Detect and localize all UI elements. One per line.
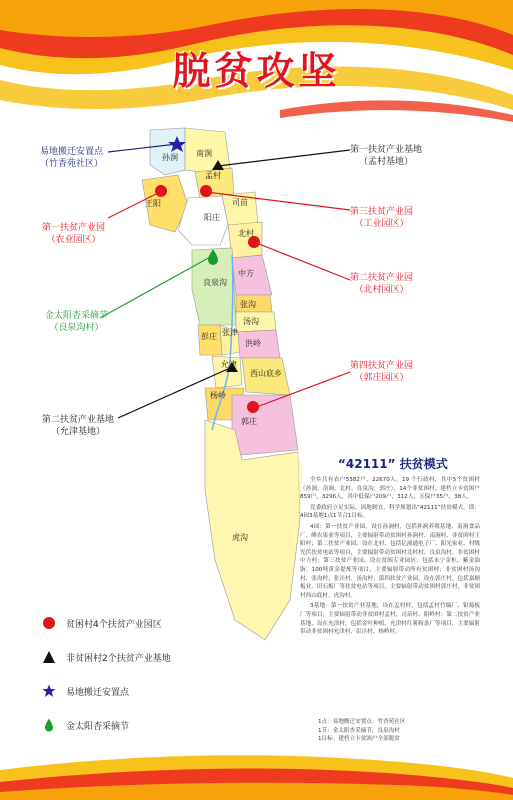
callout-park4 bbox=[350, 360, 413, 384]
village-label-beicun: 北村 bbox=[238, 229, 254, 238]
park4-circle-icon bbox=[247, 401, 259, 413]
callout-base2-name: 第二扶贫产业基地 bbox=[42, 415, 115, 425]
model-title: “42111” 扶贫模式 bbox=[338, 457, 448, 471]
callout-park3-sub: （工业园区） bbox=[354, 219, 409, 229]
village-label-pengzhuang: 彭庄 bbox=[201, 332, 217, 341]
model-paragraph-3: 4园：第一扶贫产业园，设在孙涧村，包括孙涧养殖基地、南涧食品厂、峰农果业等项目，主要辐射带动贫困村孙涧村、南涧村、非贫困村王阳村；第二扶贫产业园，设在北村，包括亿濠通电子厂、阳光家业、村级光伏扶贫电站等项目，主要辐射带动贫困村北村村、良泉沟村、非贫困村中方村；第三扶贫产业园，设在贫困专业园区，包括永宁金柜、紫金油脂、100吨黄金提炼等项目，主要辐射带动所有贫困村；非贫困村汤沟村、张沟村、张洼村、汤沟村；第四扶贫产业园，设在郭庄村，包括嘉顺板业、旧石板厂等扶贫电站等项目，主要辐射带动贫困村郭庄村，非贫困村西山底村、虎沟村。 bbox=[300, 523, 480, 599]
blue-star-icon bbox=[42, 684, 56, 698]
callout-jintaiyang-name: 金太阳杏采摘节 bbox=[45, 311, 109, 321]
legend-item-relocation bbox=[42, 682, 262, 716]
village-label-zhangjin: 张津 bbox=[222, 328, 238, 337]
model-paragraph-2: 党委政府立足实际，因地制宜，科学规划出“42111”扶贫模式，即：4园3基地1点1节合1目标。 bbox=[300, 504, 480, 520]
callout-park1-sub: （农业园区） bbox=[46, 235, 101, 245]
model-paragraph-4: 3基地：第一扶贫产业基地，设在孟村村，包括孟村竹编厂、钼葡板厂等项目，主要辐射带动非贫困村孟村、司苗村、阳岭村；第二扶贫产业基地，设在允津村，包括金叶种植、允津村红薯粉条厂等项目，主要辐射带动非贫困村允津村、彭洼村、杨岭村。 bbox=[300, 603, 480, 636]
model-footnote bbox=[318, 718, 498, 744]
black-triangle-icon bbox=[42, 650, 56, 664]
model-paragraph-1: 全乡共有农户5382户、22670人，19 个行政村，其中5个贫困村（孙涧、南涧、北村、良泉沟、郭庄），14个非贫困村。建档立卡贫困户859户，3296人，其中低保户209户，312人，五保户35户，38人。 bbox=[300, 477, 480, 501]
village-label-tanggou: 汤沟 bbox=[243, 317, 259, 326]
legend-label-festival: 金太阳杏采摘节 bbox=[66, 722, 130, 732]
bottom-decor-band bbox=[0, 750, 513, 800]
village-label-hugou: 虎沟 bbox=[232, 533, 248, 542]
callout-park2-sub: （北村园区） bbox=[354, 285, 409, 295]
village-label-zhongfang: 中方 bbox=[238, 269, 254, 278]
village-label-yangling: 杨岭 bbox=[210, 391, 226, 400]
legend-item-base bbox=[42, 648, 262, 682]
map-legend bbox=[42, 614, 262, 750]
callout-park4-sub: （郭庄园区） bbox=[354, 373, 409, 383]
callout-base1-name: 第一扶贫产业基地 bbox=[350, 145, 423, 155]
village-label-sunjian: 孙涧 bbox=[162, 153, 178, 162]
footnote-goal: 1目标：建档立卡贫困户全部脱贫 bbox=[318, 736, 400, 743]
callout-park2-name: 第二扶贫产业园 bbox=[350, 273, 414, 283]
callout-base2 bbox=[42, 414, 114, 438]
village-label-nanjian: 南涧 bbox=[196, 149, 212, 158]
callout-park4-name: 第四扶贫产业园 bbox=[350, 361, 414, 371]
village-label-simiao: 司苗 bbox=[232, 198, 248, 207]
footnote-point: 1点：易地搬迁安置点：竹香苑社区 bbox=[318, 719, 406, 725]
park1-circle-icon bbox=[155, 185, 167, 197]
callout-jintaiyang bbox=[45, 310, 108, 334]
village-label-hongling: 洪岭 bbox=[245, 339, 261, 348]
legend-label-relocation: 易地搬迁安置点 bbox=[66, 688, 130, 698]
callout-relocation-name: 易地搬迁安置点 bbox=[40, 147, 104, 157]
village-label-zhanggou: 张沟 bbox=[240, 300, 256, 309]
legend-label-park: 贫困村4个扶贫产业园区 bbox=[66, 620, 162, 630]
village-label-mengcun: 孟村 bbox=[205, 171, 221, 180]
village-label-yunjin: 允津 bbox=[221, 360, 237, 369]
green-drop-icon bbox=[42, 718, 56, 732]
model-description bbox=[300, 476, 480, 639]
callout-park1 bbox=[42, 222, 105, 246]
callout-jintaiyang-sub: （良泉沟村） bbox=[49, 323, 104, 333]
legend-item-festival bbox=[42, 716, 262, 750]
village-label-wangyang: 王阳 bbox=[145, 199, 161, 208]
callout-base2-sub: （允津基地） bbox=[51, 427, 106, 437]
park3-circle-icon bbox=[200, 185, 212, 197]
callout-park3-name: 第三扶贫产业园 bbox=[350, 207, 414, 217]
callout-relocation-sub: （竹香苑社区） bbox=[40, 159, 104, 169]
callout-park3 bbox=[350, 206, 413, 230]
callout-park1-name: 第一扶贫产业园 bbox=[42, 223, 106, 233]
village-label-yangzhuang: 阳庄 bbox=[204, 213, 220, 222]
village-label-guozhuang: 郭庄 bbox=[241, 417, 257, 426]
callout-park2 bbox=[350, 272, 413, 296]
footnote-festival: 1节：金太阳杏采摘节，良泉沟村 bbox=[318, 727, 400, 734]
legend-label-base: 非贫困村2个扶贫产业基地 bbox=[66, 654, 171, 664]
village-label-xishandixiang: 西山底乡 bbox=[250, 369, 282, 378]
callout-base1-sub: （孟村基地） bbox=[359, 157, 414, 167]
poster-title: 脱贫攻坚 bbox=[172, 48, 341, 93]
red-circle-icon bbox=[42, 616, 56, 630]
legend-item-park bbox=[42, 614, 262, 648]
callout-base1 bbox=[350, 144, 422, 168]
village-label-liangquangou: 良泉沟 bbox=[203, 278, 227, 287]
callout-relocation bbox=[40, 146, 103, 170]
